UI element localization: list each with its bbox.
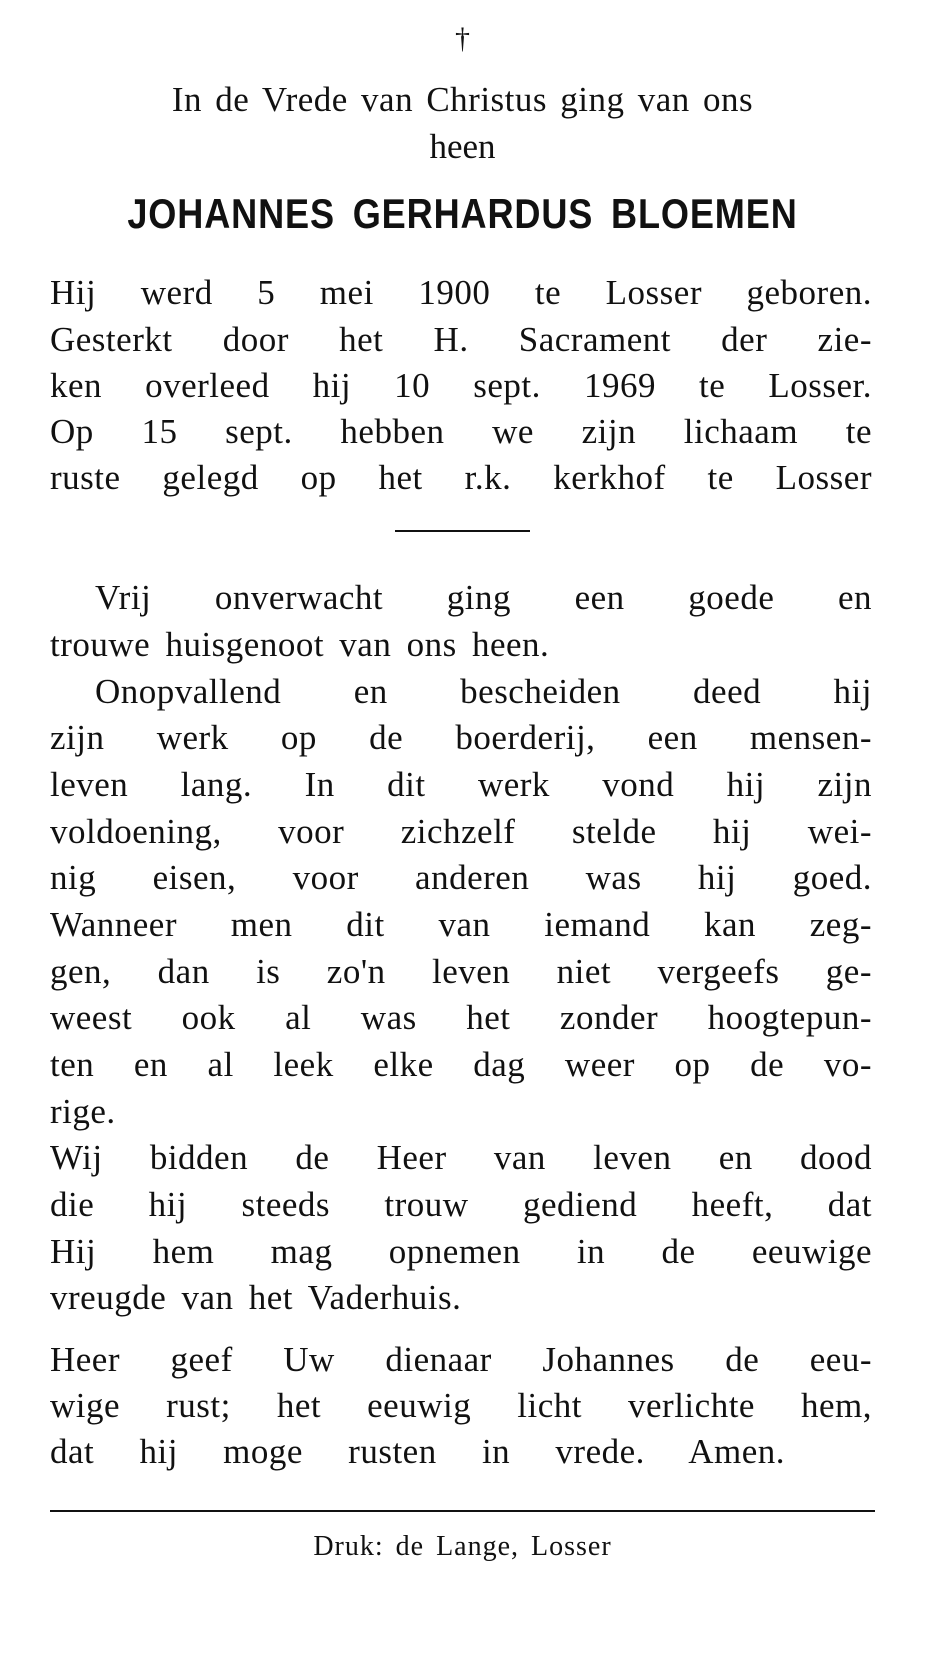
printer-credit: Druk: de Lange, Losser (313, 1531, 612, 1562)
text-line: Vrij onverwacht ging een goede en (95, 578, 872, 617)
text-line: wige rust; het eeuwig licht verlichte hem, (50, 1386, 872, 1425)
cross-symbol: † (455, 22, 470, 55)
text-line: Op 15 sept. hebben we zijn lichaam te (50, 412, 872, 451)
text-line: voldoening, voor zichzelf stelde hij wei- (50, 812, 872, 851)
text-line: weest ook al was het zonder hoogtepun- (50, 998, 872, 1037)
text-line: ten en al leek elke dag weer op de vo- (50, 1045, 872, 1084)
intro-line: In de Vrede van Christus ging van ons (171, 80, 754, 119)
text-line: vreugde van het Vaderhuis. (50, 1278, 462, 1317)
footer-rule (50, 1510, 875, 1512)
deceased-name: JOHANNES GERHARDUS BLOEMEN (127, 190, 798, 237)
text-line: ken overleed hij 10 sept. 1969 te Losser. (50, 366, 872, 405)
text-line: die hij steeds trouw gediend heeft, dat (50, 1185, 872, 1224)
text-line: Hij hem mag opnemen in de eeuwige (50, 1232, 872, 1271)
text-line: gen, dan is zo'n leven niet vergeefs ge- (50, 952, 872, 991)
text-line: Gesterkt door het H. Sacrament der zie- (50, 320, 872, 359)
text-line: Hij werd 5 mei 1900 te Losser geboren. (50, 273, 872, 312)
text-line: ruste gelegd op het r.k. kerkhof te Losser (50, 458, 872, 497)
intro-line: heen (429, 127, 496, 166)
text-line: rige. (50, 1092, 116, 1131)
text-line: Wij bidden de Heer van leven en dood (50, 1138, 872, 1177)
divider (395, 530, 530, 532)
text-line: trouwe huisgenoot van ons heen. (50, 625, 550, 664)
text-line: dat hij moge rusten in vrede. Amen. (50, 1432, 785, 1471)
text-line: Onopvallend en bescheiden deed hij (95, 672, 872, 711)
text-line: zijn werk op de boerderij, een mensen- (50, 718, 872, 757)
text-line: nig eisen, voor anderen was hij goed. (50, 858, 872, 897)
text-line: Heer geef Uw dienaar Johannes de eeu- (50, 1340, 872, 1379)
text-line: Wanneer men dit van iemand kan zeg- (50, 905, 872, 944)
text-line: leven lang. In dit werk vond hij zijn (50, 765, 872, 804)
